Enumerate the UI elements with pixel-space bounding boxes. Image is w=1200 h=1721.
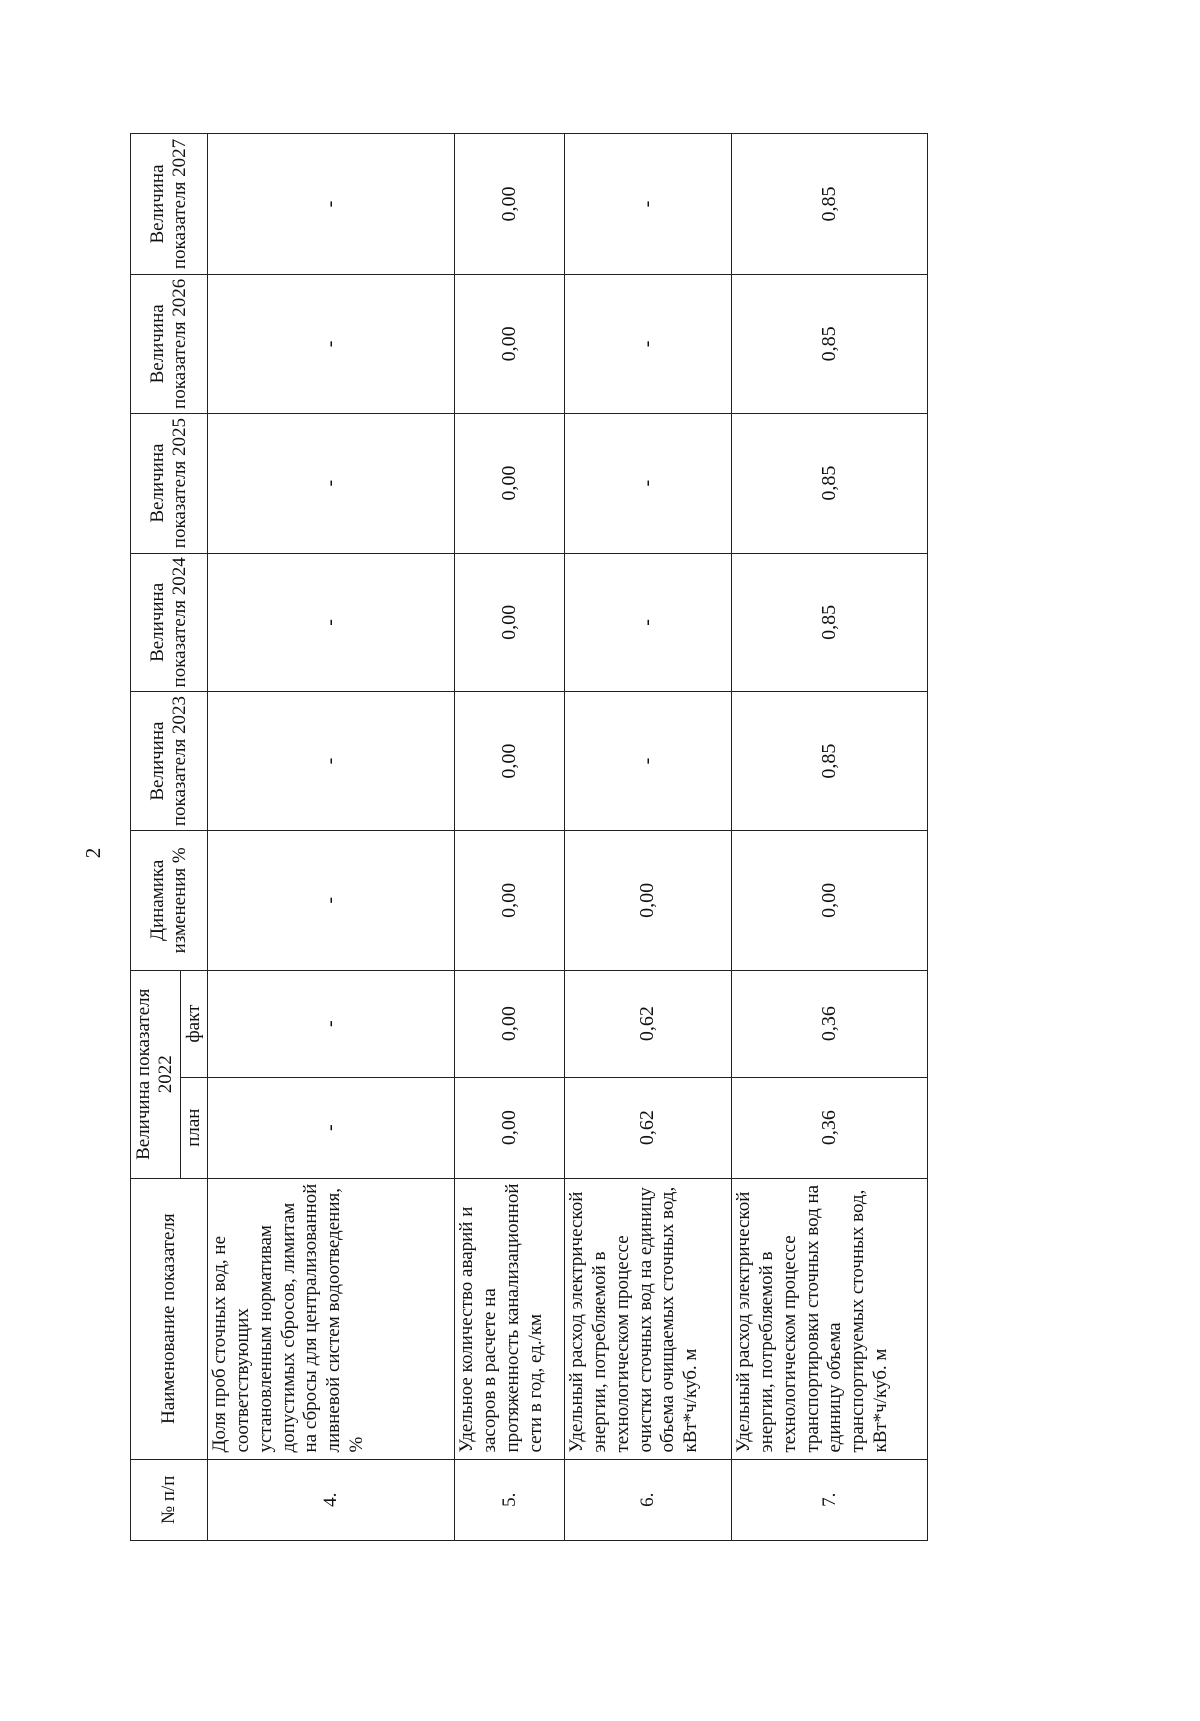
cell-2025: 0,85 [732,413,928,553]
header-2023: Величина показателя 2023 [131,692,208,831]
cell-2024: - [208,553,455,692]
page-number: 2 [81,847,105,859]
cell-fact: - [208,970,455,1077]
cell-num: 7. [732,1459,928,1540]
rotated-table-wrapper [130,133,891,1541]
cell-2027: 0,85 [732,134,928,275]
cell-2023: - [208,692,455,831]
cell-2026: 0,85 [732,275,928,414]
cell-fact: 0,00 [455,970,565,1077]
cell-num: 4. [208,1459,455,1540]
cell-2025: - [565,413,732,553]
indicators-table [130,133,928,1541]
cell-name: Удельное количество аварий и засоров в расчете на протяженность канализационной сети в год, ед./км [455,1178,565,1459]
header-fact: факт [180,970,207,1077]
cell-2024: - [565,553,732,692]
cell-2026: - [208,275,455,414]
cell-name: Удельный расход электрической энергии, потребляемой в технологическом процессе транспортировки сточных вод на единицу объема транспортируемых сточных вод, кВт*ч/куб. м [732,1178,928,1459]
header-2024: Величина показателя 2024 [131,553,208,692]
header-num: № п/п [131,1459,208,1540]
header-2026: Величина показателя 2026 [131,275,208,414]
cell-dynamics: 0,00 [455,830,565,970]
header-2025: Величина показателя 2025 [131,413,208,553]
cell-dynamics: 0,00 [732,830,928,970]
header-value-2022: Величина показателя 2022 [131,970,181,1178]
cell-2025: - [208,413,455,553]
cell-2027: - [208,134,455,275]
cell-fact: 0,62 [565,970,732,1077]
cell-2023: 0,85 [732,692,928,831]
cell-name: Удельный расход электрической энергии, потребляемой в технологическом процессе очистки сточных вод на единицу объема очищаемых сточных вод, кВт*ч/куб. м [565,1178,732,1459]
cell-dynamics: - [208,830,455,970]
cell-name: Доля проб сточных вод, не соответствующих установленным нормативам допустимых сбросов, лимитам на сбросы для централизованной ливневой систем водоотведения, % [208,1178,455,1459]
cell-2024: 0,85 [732,553,928,692]
header-dynamics: Динамика изменения % [131,830,208,970]
table-row [455,134,565,1541]
table-row [732,134,928,1541]
cell-2023: - [565,692,732,831]
cell-2027: 0,00 [455,134,565,275]
cell-fact: 0,36 [732,970,928,1077]
cell-2027: - [565,134,732,275]
table-row [208,134,455,1541]
cell-2024: 0,00 [455,553,565,692]
header-plan: план [180,1077,207,1178]
cell-2026: 0,00 [455,275,565,414]
cell-plan: - [208,1077,455,1178]
cell-plan: 0,00 [455,1077,565,1178]
header-name: Наименование показателя [131,1178,208,1459]
cell-plan: 0,36 [732,1077,928,1178]
cell-2023: 0,00 [455,692,565,831]
cell-num: 6. [565,1459,732,1540]
cell-num: 5. [455,1459,565,1540]
table-row [565,134,732,1541]
header-2027: Величина показателя 2027 [131,134,208,275]
cell-plan: 0,62 [565,1077,732,1178]
cell-2025: 0,00 [455,413,565,553]
cell-2026: - [565,275,732,414]
cell-dynamics: 0,00 [565,830,732,970]
